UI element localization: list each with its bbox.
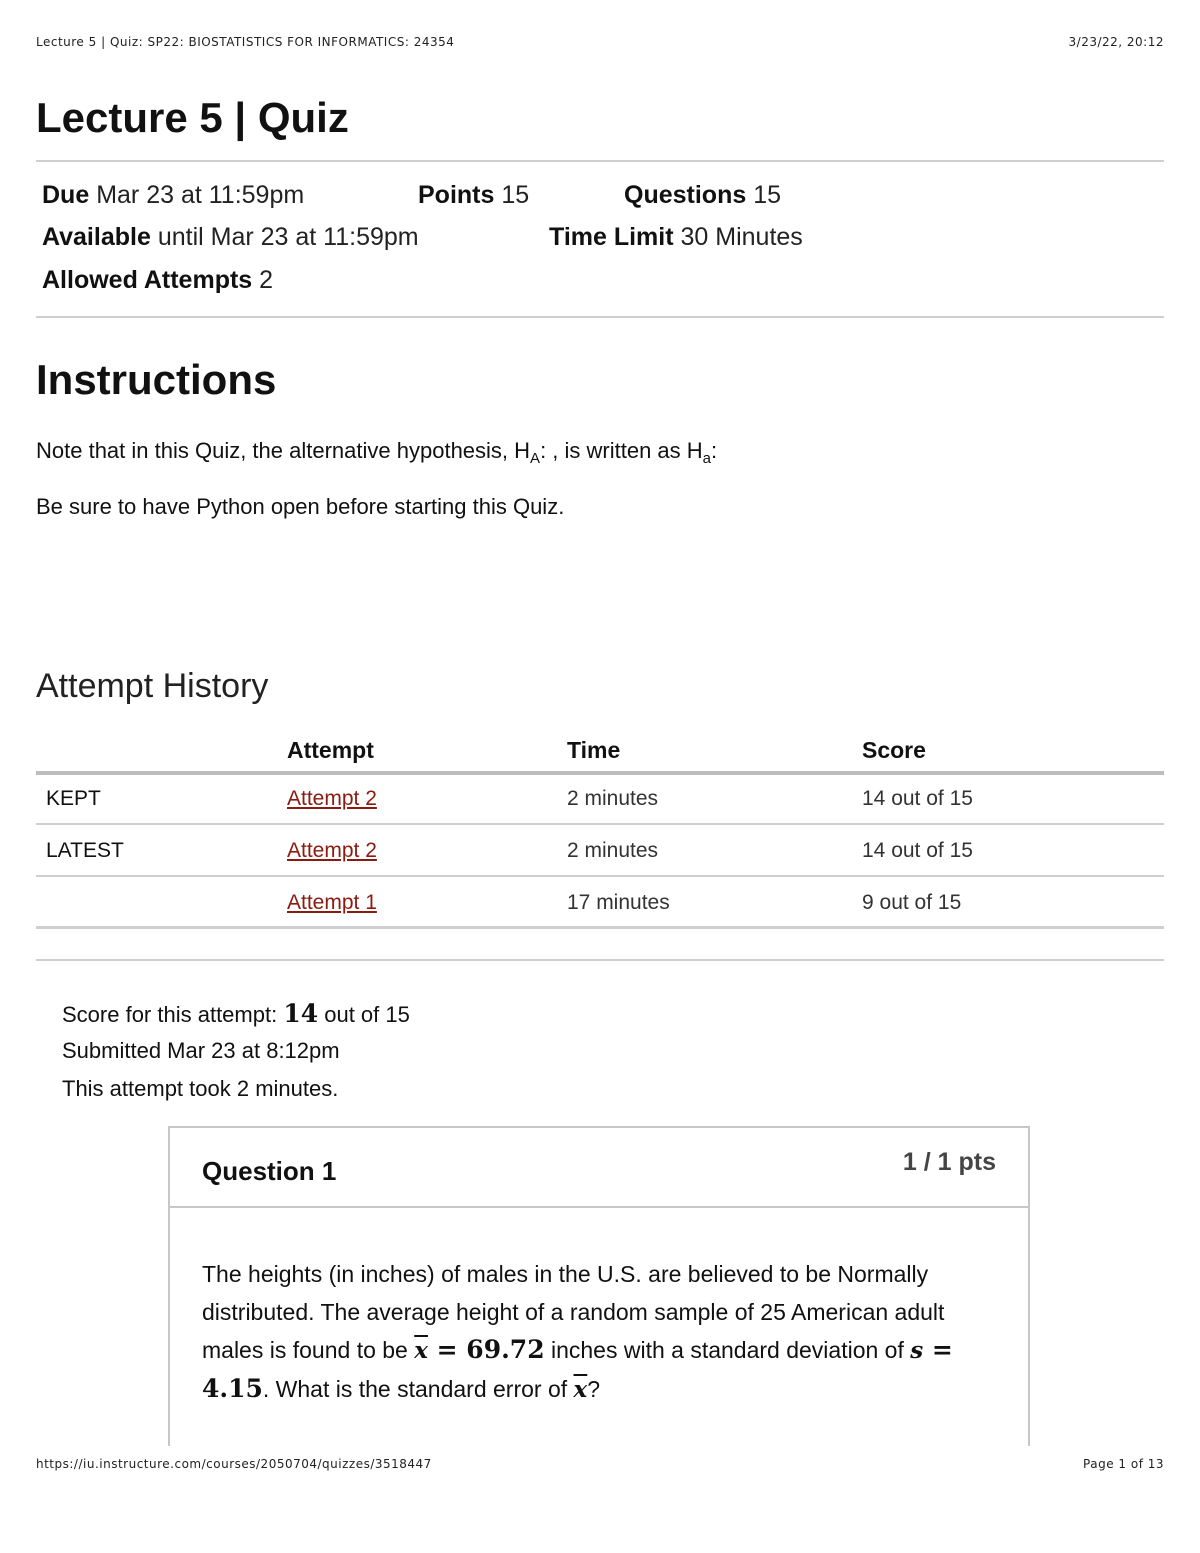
due-value: Mar 23 at 11:59pm <box>96 181 305 209</box>
instructions-hypothesis-note: Note that in this Quiz, the alternative hypothesis, $H_A$: , is written as $H_a$: <box>36 438 718 467</box>
print-footer-url: https://iu.instructure.com/courses/2050704/quizzes/3518447 <box>36 1457 432 1471</box>
available-value: until Mar 23 at 11:59pm <box>157 223 419 251</box>
available-label: Available <box>42 223 151 251</box>
points-value: 15 <box>501 181 530 209</box>
questions-info <box>624 181 781 210</box>
question-title: Question 1 <box>202 1156 337 1186</box>
attempt-link[interactable]: Attempt 1 <box>287 891 377 914</box>
attempt-score: 14 out of 15 <box>862 787 973 810</box>
allowed-attempts-label: Allowed Attempts <box>42 266 253 294</box>
column-header-time: Time <box>567 737 621 763</box>
table-header-divider <box>36 771 1164 775</box>
time-limit-info <box>549 223 803 252</box>
print-footer-page: Page 1 of 13 <box>1083 1457 1164 1471</box>
questions-label: Questions <box>624 181 747 209</box>
points-info <box>418 181 529 210</box>
attempt-time: 2 minutes <box>567 787 659 810</box>
column-header-score: Score <box>862 737 926 763</box>
xbar-symbol: $\overline{x}$ <box>573 1376 588 1403</box>
s-symbol: s <box>910 1337 924 1364</box>
attempt-score: 14 out of 15 <box>862 839 973 862</box>
table-row-divider <box>36 823 1164 825</box>
time-limit-label: Time Limit <box>549 223 674 251</box>
question-header <box>170 1128 1028 1208</box>
due-label: Due <box>42 181 90 209</box>
page-title: Lecture 5 | Quiz <box>36 94 349 141</box>
row-status-label: KEPT <box>46 787 101 810</box>
instructions-python-note: Be sure to have Python open before starting this Quiz. <box>36 494 565 519</box>
divider <box>36 160 1164 162</box>
attempt-time: 2 minutes <box>567 839 659 862</box>
attempt-score: 9 out of 15 <box>862 891 962 914</box>
points-label: Points <box>418 181 495 209</box>
submitted-time: Submitted Mar 23 at 8:12pm <box>62 1038 340 1063</box>
time-limit-value: 30 Minutes <box>680 223 803 251</box>
column-header-attempt: Attempt <box>287 737 374 763</box>
row-status-label: LATEST <box>46 839 124 862</box>
question-card <box>168 1126 1030 1446</box>
table-row-divider <box>36 875 1164 877</box>
attempt-history-heading: Attempt History <box>36 667 269 705</box>
xbar-symbol: $\overline{x}$ <box>414 1337 428 1364</box>
table-bottom-divider <box>36 926 1164 929</box>
divider <box>36 959 1164 961</box>
attempt-link[interactable]: Attempt 2 <box>287 839 377 862</box>
instructions-heading: Instructions <box>36 356 277 403</box>
available-info <box>42 223 419 252</box>
question-points: 1 / 1 pts <box>902 1148 996 1176</box>
attempt-link[interactable]: Attempt 2 <box>287 787 377 810</box>
print-header-datetime: 3/23/22, 20:12 <box>1068 35 1164 49</box>
allowed-attempts-value: 2 <box>259 266 274 294</box>
attempt-duration: This attempt took 2 minutes. <box>62 1076 339 1101</box>
score-value: 14 <box>283 999 319 1028</box>
print-header-title: Lecture 5 | Quiz: SP22: BIOSTATISTICS FOR INFORMATICS: 24354 <box>36 35 455 49</box>
allowed-attempts-info <box>42 266 273 295</box>
question-text: The heights (in inches) of males in the U.S. are believed to be Normally distributed. The average height of a random sample of 25 American adult males is found to be $\overline{x} = 69.72$ inches with a standard deviation of s = 4.15. What is the standard error of $\overline{x}$? <box>202 1261 953 1403</box>
questions-value: 15 <box>753 181 782 209</box>
divider <box>36 316 1164 318</box>
due-info <box>42 181 304 210</box>
attempt-time: 17 minutes <box>567 891 670 914</box>
score-for-attempt: Score for this attempt: 14 out of 15 <box>62 999 410 1028</box>
